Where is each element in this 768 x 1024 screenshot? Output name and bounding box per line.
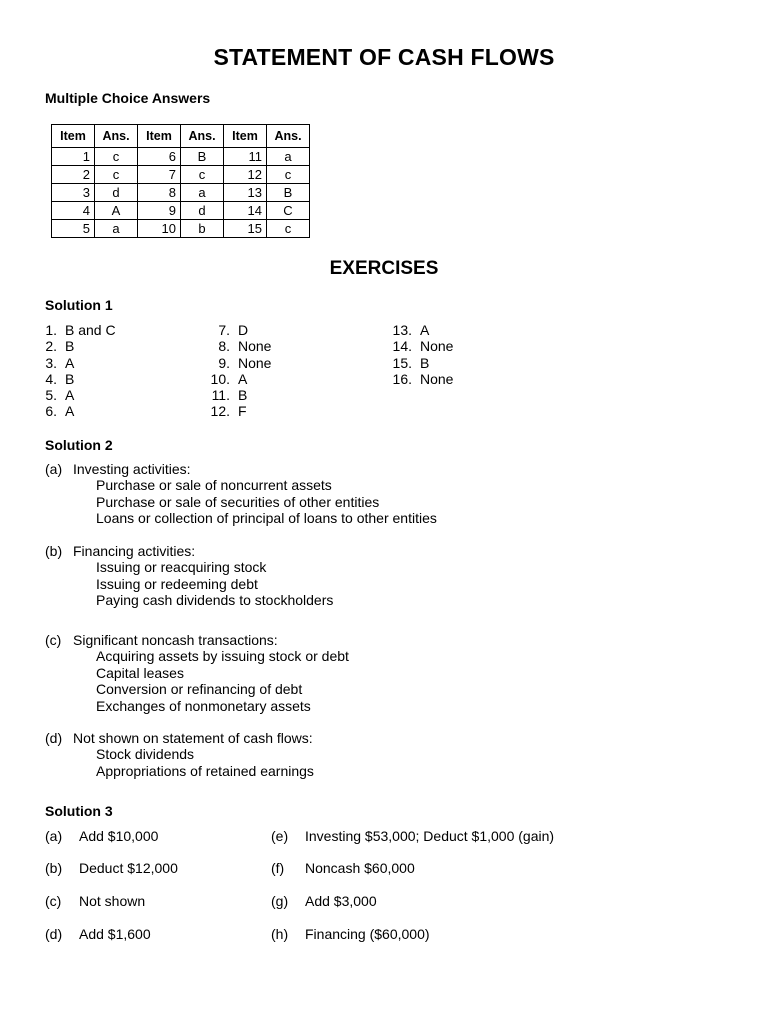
list-item — [387, 371, 453, 387]
item-answer: D — [238, 322, 249, 338]
list-item: Stock dividends — [96, 746, 195, 763]
list-item — [45, 338, 116, 354]
list-item — [271, 926, 430, 942]
mc-answer-cell: d — [181, 202, 224, 220]
list-item: Exchanges of nonmonetary assets — [96, 697, 311, 714]
solution3-heading: Solution 3 — [45, 803, 113, 819]
mc-answer-cell: c — [95, 148, 138, 166]
mc-answer-cell: A — [95, 202, 138, 220]
list-item — [45, 403, 116, 419]
part-label: (f) — [271, 860, 285, 876]
part-answer: Add $10,000 — [79, 828, 159, 844]
list-item: Appropriations of retained earnings — [96, 762, 314, 779]
mc-header-cell: Ans. — [267, 125, 310, 148]
part-label: (h) — [271, 926, 289, 942]
item-answer: B and C — [65, 322, 116, 338]
item-number: 8. — [218, 338, 230, 355]
item-number: 12. — [210, 403, 230, 420]
mc-header-cell: Item — [224, 125, 267, 148]
mc-item-cell: 3 — [52, 184, 95, 202]
mc-header-cell: Item — [52, 125, 95, 148]
part-answer: Noncash $60,000 — [305, 860, 415, 876]
mc-item-cell: 8 — [138, 184, 181, 202]
mc-item-cell: 2 — [52, 166, 95, 184]
list-item — [205, 371, 271, 387]
list-item — [45, 371, 116, 387]
item-answer: B — [238, 387, 248, 404]
list-item: Purchase or sale of securities of other entities — [96, 493, 380, 510]
item-number: 16. — [392, 370, 412, 387]
list-item — [387, 322, 453, 338]
solution1-column-3 — [387, 322, 453, 387]
item-number: 4. — [45, 370, 57, 387]
mc-answer-cell: c — [95, 166, 138, 184]
mc-item-cell: 15 — [224, 220, 267, 238]
item-number: 3. — [45, 354, 57, 371]
item-answer: None — [238, 338, 272, 355]
table-row — [52, 148, 310, 166]
item-answer: B — [420, 354, 430, 371]
part-title: Significant noncash transactions: — [73, 632, 278, 648]
list-item: Loans or collection of principal of loans to other entities — [96, 510, 437, 527]
table-row — [52, 202, 310, 220]
table-row — [52, 220, 310, 238]
list-item: Conversion or refinancing of debt — [96, 681, 303, 698]
part-label: (b) — [45, 543, 63, 559]
list-item — [45, 828, 158, 844]
item-answer: A — [65, 403, 75, 420]
list-item — [387, 355, 453, 371]
mc-answer-cell: a — [181, 184, 224, 202]
list-item: Purchase or sale of noncurrent assets — [96, 477, 332, 494]
list-item — [205, 338, 271, 354]
item-answer: F — [238, 403, 247, 420]
item-answer: A — [65, 387, 75, 404]
part-title: Financing activities: — [73, 543, 196, 559]
solution2-part-c — [45, 632, 349, 714]
exercises-heading: EXERCISES — [329, 258, 439, 279]
list-item — [45, 860, 178, 876]
mc-answer-cell: B — [181, 148, 224, 166]
mc-header-row — [52, 125, 310, 148]
list-item — [205, 387, 271, 403]
item-number: 1. — [45, 322, 57, 338]
mc-item-cell: 6 — [138, 148, 181, 166]
item-number: 7. — [218, 322, 230, 338]
item-number: 6. — [45, 403, 57, 420]
item-number: 2. — [45, 338, 57, 355]
solution2-part-b — [45, 543, 333, 609]
item-number: 13. — [392, 322, 412, 338]
mc-answer-cell: b — [181, 220, 224, 238]
item-answer: None — [420, 370, 454, 387]
table-row — [52, 166, 310, 184]
mc-item-cell: 5 — [52, 220, 95, 238]
item-number: 11. — [211, 387, 230, 404]
list-item — [45, 926, 151, 942]
list-item — [45, 355, 116, 371]
mc-answer-cell: d — [95, 184, 138, 202]
part-label: (g) — [271, 893, 289, 909]
mc-answer-cell: B — [267, 184, 310, 202]
list-item: Capital leases — [96, 664, 184, 681]
list-item: Paying cash dividends to stockholders — [96, 592, 334, 609]
item-number: 10. — [210, 370, 230, 387]
part-answer: Financing ($60,000) — [305, 926, 430, 942]
mc-heading: Multiple Choice Answers — [45, 90, 211, 106]
list-item — [387, 338, 453, 354]
item-answer: A — [238, 370, 248, 387]
item-number: 14. — [392, 338, 412, 355]
list-item — [271, 893, 377, 909]
solution1-heading: Solution 1 — [45, 297, 113, 313]
mc-header-cell: Item — [138, 125, 181, 148]
mc-item-cell: 4 — [52, 202, 95, 220]
mc-answer-cell: a — [95, 220, 138, 238]
item-answer: A — [65, 354, 75, 371]
mc-answer-cell: c — [267, 220, 310, 238]
list-item — [45, 322, 116, 338]
mc-table-body — [52, 148, 310, 238]
part-label: (c) — [45, 632, 62, 648]
table-row — [52, 184, 310, 202]
mc-header-cell: Ans. — [181, 125, 224, 148]
mc-item-cell: 12 — [224, 166, 267, 184]
mc-header-cell: Ans. — [95, 125, 138, 148]
part-label: (d) — [45, 926, 63, 942]
list-item: Acquiring assets by issuing stock or debt — [96, 648, 349, 665]
mc-item-cell: 1 — [52, 148, 95, 166]
mc-item-cell: 7 — [138, 166, 181, 184]
page-title: STATEMENT OF CASH FLOWS — [213, 44, 555, 70]
item-number: 5. — [45, 387, 57, 404]
item-answer: None — [238, 354, 272, 371]
item-number: 9. — [218, 354, 230, 371]
part-label: (d) — [45, 730, 63, 746]
mc-item-cell: 13 — [224, 184, 267, 202]
part-label: (c) — [45, 893, 62, 909]
list-item — [45, 387, 116, 403]
part-label: (a) — [45, 461, 63, 477]
mc-item-cell: 14 — [224, 202, 267, 220]
part-label: (b) — [45, 860, 63, 876]
list-item — [205, 322, 271, 338]
mc-item-cell: 9 — [138, 202, 181, 220]
list-item: Issuing or redeeming debt — [96, 575, 258, 592]
mc-item-cell: 10 — [138, 220, 181, 238]
list-item — [205, 403, 271, 419]
item-answer: A — [420, 322, 430, 338]
part-answer: Deduct $12,000 — [79, 860, 178, 876]
solution2-heading: Solution 2 — [45, 437, 113, 453]
item-answer: None — [420, 338, 454, 355]
mc-answer-cell: c — [267, 166, 310, 184]
part-title: Not shown on statement of cash flows: — [73, 730, 313, 746]
list-item — [45, 893, 145, 909]
mc-answer-cell: C — [267, 202, 310, 220]
part-answer: Investing $53,000; Deduct $1,000 (gain) — [305, 828, 555, 844]
mc-answer-cell: a — [267, 148, 310, 166]
item-answer: B — [65, 338, 75, 355]
part-label: (e) — [271, 828, 289, 844]
solution2-part-d — [45, 730, 314, 779]
part-title: Investing activities: — [73, 461, 191, 477]
part-answer: Add $1,600 — [79, 926, 151, 942]
mc-item-cell: 11 — [224, 148, 267, 166]
item-number: 15. — [392, 354, 412, 371]
part-answer: Add $3,000 — [305, 893, 377, 909]
part-answer: Not shown — [79, 893, 146, 909]
list-item — [205, 355, 271, 371]
list-item — [271, 860, 415, 876]
item-answer: B — [65, 370, 75, 387]
list-item: Issuing or reacquiring stock — [96, 559, 267, 576]
mc-answer-cell: c — [181, 166, 224, 184]
solution1-column-2 — [205, 322, 271, 420]
solution2-part-a — [45, 461, 437, 527]
list-item — [271, 828, 554, 844]
mc-answers-table — [51, 124, 310, 238]
part-label: (a) — [45, 828, 63, 844]
solution1-column-1 — [45, 322, 116, 420]
